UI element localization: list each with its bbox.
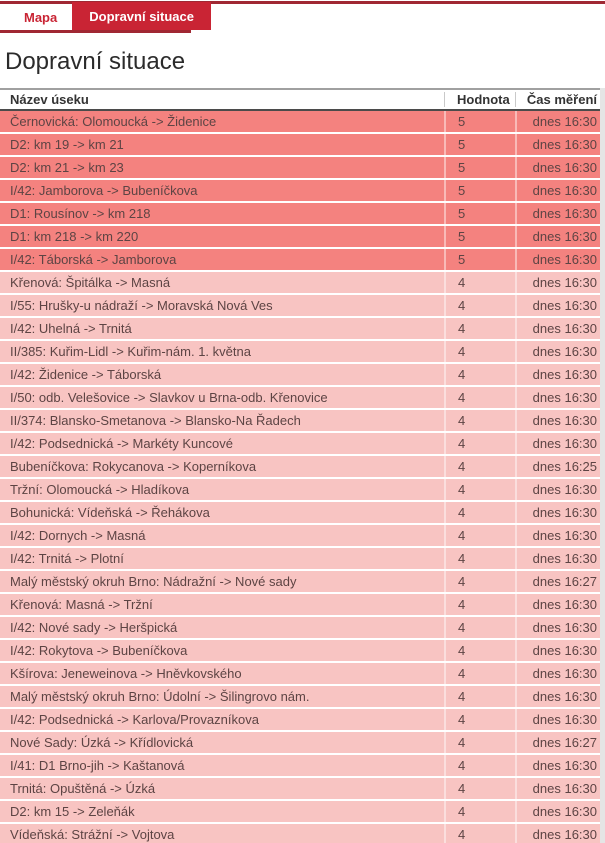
time-cell: dnes 16:30 (515, 318, 605, 339)
table-row[interactable] (0, 548, 605, 569)
value-cell: 4 (444, 686, 515, 707)
value-cell: 5 (444, 157, 515, 178)
time-cell: dnes 16:30 (515, 111, 605, 132)
tab-dopravni-situace-label: Dopravní situace (89, 8, 194, 24)
segment-name-cell: Malý městský okruh Brno: Nádražní -> Nové sady (10, 574, 297, 589)
time-cell: dnes 16:30 (515, 410, 605, 431)
segment-name-cell: I/42: Podsednická -> Karlova/Provazníkova (10, 712, 259, 727)
value-cell: 4 (444, 295, 515, 316)
value-cell: 4 (444, 709, 515, 730)
time-cell: dnes 16:30 (515, 617, 605, 638)
value-cell: 4 (444, 594, 515, 615)
table-row[interactable] (0, 341, 605, 362)
value-cell: 4 (444, 525, 515, 546)
segment-name-cell: Trnitá: Opuštěná -> Úzká (10, 781, 156, 796)
value-cell: 4 (444, 548, 515, 569)
value-cell: 4 (444, 732, 515, 753)
value-cell: 4 (444, 755, 515, 776)
value-cell: 4 (444, 410, 515, 431)
segment-name-cell: D2: km 21 -> km 23 (10, 160, 124, 175)
segment-name-cell: Černovická: Olomoucká -> Židenice (10, 114, 217, 129)
table-row[interactable] (0, 134, 605, 155)
segment-name-cell: Malý městský okruh Brno: Údolní -> Šilingrovo nám. (10, 689, 310, 704)
time-cell: dnes 16:30 (515, 387, 605, 408)
segment-name-cell: Vídeňská: Strážní -> Vojtova (10, 827, 175, 842)
time-cell: dnes 16:30 (515, 341, 605, 362)
table-row[interactable] (0, 502, 605, 523)
segment-name-cell: Kšírova: Jeneweinova -> Hněvkovského (10, 666, 242, 681)
tab-mapa[interactable] (9, 4, 72, 30)
value-cell: 4 (444, 824, 515, 843)
tab-dopravni-situace[interactable] (72, 2, 211, 30)
segment-name-cell: I/42: Rokytova -> Bubeníčkova (10, 643, 188, 658)
table-row[interactable] (0, 157, 605, 178)
table-row[interactable] (0, 686, 605, 707)
time-cell: dnes 16:30 (515, 249, 605, 270)
value-cell: 4 (444, 479, 515, 500)
table-row[interactable] (0, 387, 605, 408)
segment-name-cell: D2: km 19 -> km 21 (10, 137, 124, 152)
segment-name-cell: Křenová: Špitálka -> Masná (10, 275, 171, 290)
time-cell: dnes 16:30 (515, 801, 605, 822)
time-cell: dnes 16:30 (515, 502, 605, 523)
value-cell: 4 (444, 387, 515, 408)
time-cell: dnes 16:30 (515, 548, 605, 569)
segment-name-cell: Tržní: Olomoucká -> Hladíkova (10, 482, 190, 497)
value-cell: 4 (444, 341, 515, 362)
table-row[interactable] (0, 203, 605, 224)
segment-name-cell: II/374: Blansko-Smetanova -> Blansko-Na Řadech (10, 413, 301, 428)
table-row[interactable] (0, 732, 605, 753)
time-cell: dnes 16:30 (515, 824, 605, 843)
table-row[interactable] (0, 824, 605, 843)
segment-name-cell: I/50: odb. Velešovice -> Slavkov u Brna-odb. Křenovice (10, 390, 328, 405)
table-row[interactable] (0, 295, 605, 316)
table-row[interactable] (0, 755, 605, 776)
table-row[interactable] (0, 778, 605, 799)
time-cell: dnes 16:27 (515, 732, 605, 753)
column-header-segment: Název úseku (10, 92, 89, 107)
time-cell: dnes 16:25 (515, 456, 605, 477)
column-header-value: Hodnota (444, 92, 515, 107)
table-row[interactable] (0, 801, 605, 822)
value-cell: 5 (444, 180, 515, 201)
table-row[interactable] (0, 663, 605, 684)
segment-name-cell: D1: Rousínov -> km 218 (10, 206, 151, 221)
value-cell: 4 (444, 617, 515, 638)
time-cell: dnes 16:30 (515, 479, 605, 500)
value-cell: 5 (444, 134, 515, 155)
table-row[interactable] (0, 456, 605, 477)
column-header-time: Čas měření (515, 92, 605, 107)
segment-name-cell: Křenová: Masná -> Tržní (10, 597, 153, 612)
time-cell: dnes 16:30 (515, 226, 605, 247)
value-cell: 4 (444, 502, 515, 523)
table-row[interactable] (0, 111, 605, 132)
time-cell: dnes 16:30 (515, 778, 605, 799)
table-row[interactable] (0, 272, 605, 293)
table-row[interactable] (0, 525, 605, 546)
value-cell: 5 (444, 226, 515, 247)
value-cell: 4 (444, 364, 515, 385)
value-cell: 5 (444, 249, 515, 270)
value-cell: 5 (444, 203, 515, 224)
value-cell: 4 (444, 640, 515, 661)
traffic-table (0, 88, 605, 843)
scrollbar-track[interactable] (600, 88, 605, 843)
table-row[interactable] (0, 180, 605, 201)
tab-bar (0, 0, 605, 33)
table-row[interactable] (0, 433, 605, 454)
value-cell: 4 (444, 778, 515, 799)
segment-name-cell: I/42: Nové sady -> Heršpická (10, 620, 178, 635)
segment-name-cell: I/42: Trnitá -> Plotní (10, 551, 124, 566)
time-cell: dnes 16:27 (515, 571, 605, 592)
segment-name-cell: I/42: Táborská -> Jamborova (10, 252, 177, 267)
time-cell: dnes 16:30 (515, 525, 605, 546)
time-cell: dnes 16:30 (515, 686, 605, 707)
time-cell: dnes 16:30 (515, 203, 605, 224)
table-row[interactable] (0, 617, 605, 638)
time-cell: dnes 16:30 (515, 157, 605, 178)
table-row[interactable] (0, 410, 605, 431)
tab-mapa-label: Mapa (24, 9, 58, 25)
table-body (0, 111, 605, 843)
table-row[interactable] (0, 479, 605, 500)
value-cell: 4 (444, 571, 515, 592)
segment-name-cell: I/42: Jamborova -> Bubeníčkova (10, 183, 198, 198)
table-row[interactable] (0, 571, 605, 592)
segment-name-cell: Bohunická: Vídeňská -> Řehákova (10, 505, 210, 520)
segment-name-cell: I/55: Hrušky-u nádraží -> Moravská Nová Ves (10, 298, 273, 313)
table-row[interactable] (0, 226, 605, 247)
table-row[interactable] (0, 640, 605, 661)
time-cell: dnes 16:30 (515, 295, 605, 316)
time-cell: dnes 16:30 (515, 364, 605, 385)
value-cell: 5 (444, 111, 515, 132)
page-title: Dopravní situace (5, 48, 186, 75)
time-cell: dnes 16:30 (515, 433, 605, 454)
time-cell: dnes 16:30 (515, 663, 605, 684)
time-cell: dnes 16:30 (515, 640, 605, 661)
segment-name-cell: D2: km 15 -> Zeleňák (10, 804, 135, 819)
segment-name-cell: D1: km 218 -> km 220 (10, 229, 139, 244)
value-cell: 4 (444, 663, 515, 684)
time-cell: dnes 16:30 (515, 272, 605, 293)
segment-name-cell: I/42: Dornych -> Masná (10, 528, 146, 543)
time-cell: dnes 16:30 (515, 180, 605, 201)
segment-name-cell: I/42: Židenice -> Táborská (10, 367, 162, 382)
value-cell: 4 (444, 433, 515, 454)
time-cell: dnes 16:30 (515, 134, 605, 155)
time-cell: dnes 16:30 (515, 594, 605, 615)
table-row[interactable] (0, 594, 605, 615)
table-header-row (0, 88, 605, 111)
value-cell: 4 (444, 456, 515, 477)
segment-name-cell: II/385: Kuřim-Lidl -> Kuřim-nám. 1. května (10, 344, 251, 359)
table-row[interactable] (0, 364, 605, 385)
tabbar-bottom-rule (0, 30, 191, 33)
value-cell: 4 (444, 318, 515, 339)
segment-name-cell: I/42: Podsednická -> Markéty Kuncové (10, 436, 233, 451)
segment-name-cell: Bubeníčkova: Rokycanova -> Koperníkova (10, 459, 257, 474)
segment-name-cell: I/41: D1 Brno-jih -> Kaštanová (10, 758, 185, 773)
segment-name-cell: I/42: Uhelná -> Trnitá (10, 321, 132, 336)
table-row[interactable] (0, 249, 605, 270)
time-cell: dnes 16:30 (515, 755, 605, 776)
value-cell: 4 (444, 801, 515, 822)
segment-name-cell: Nové Sady: Úzká -> Křídlovická (10, 735, 194, 750)
table-row[interactable] (0, 709, 605, 730)
value-cell: 4 (444, 272, 515, 293)
time-cell: dnes 16:30 (515, 709, 605, 730)
table-row[interactable] (0, 318, 605, 339)
